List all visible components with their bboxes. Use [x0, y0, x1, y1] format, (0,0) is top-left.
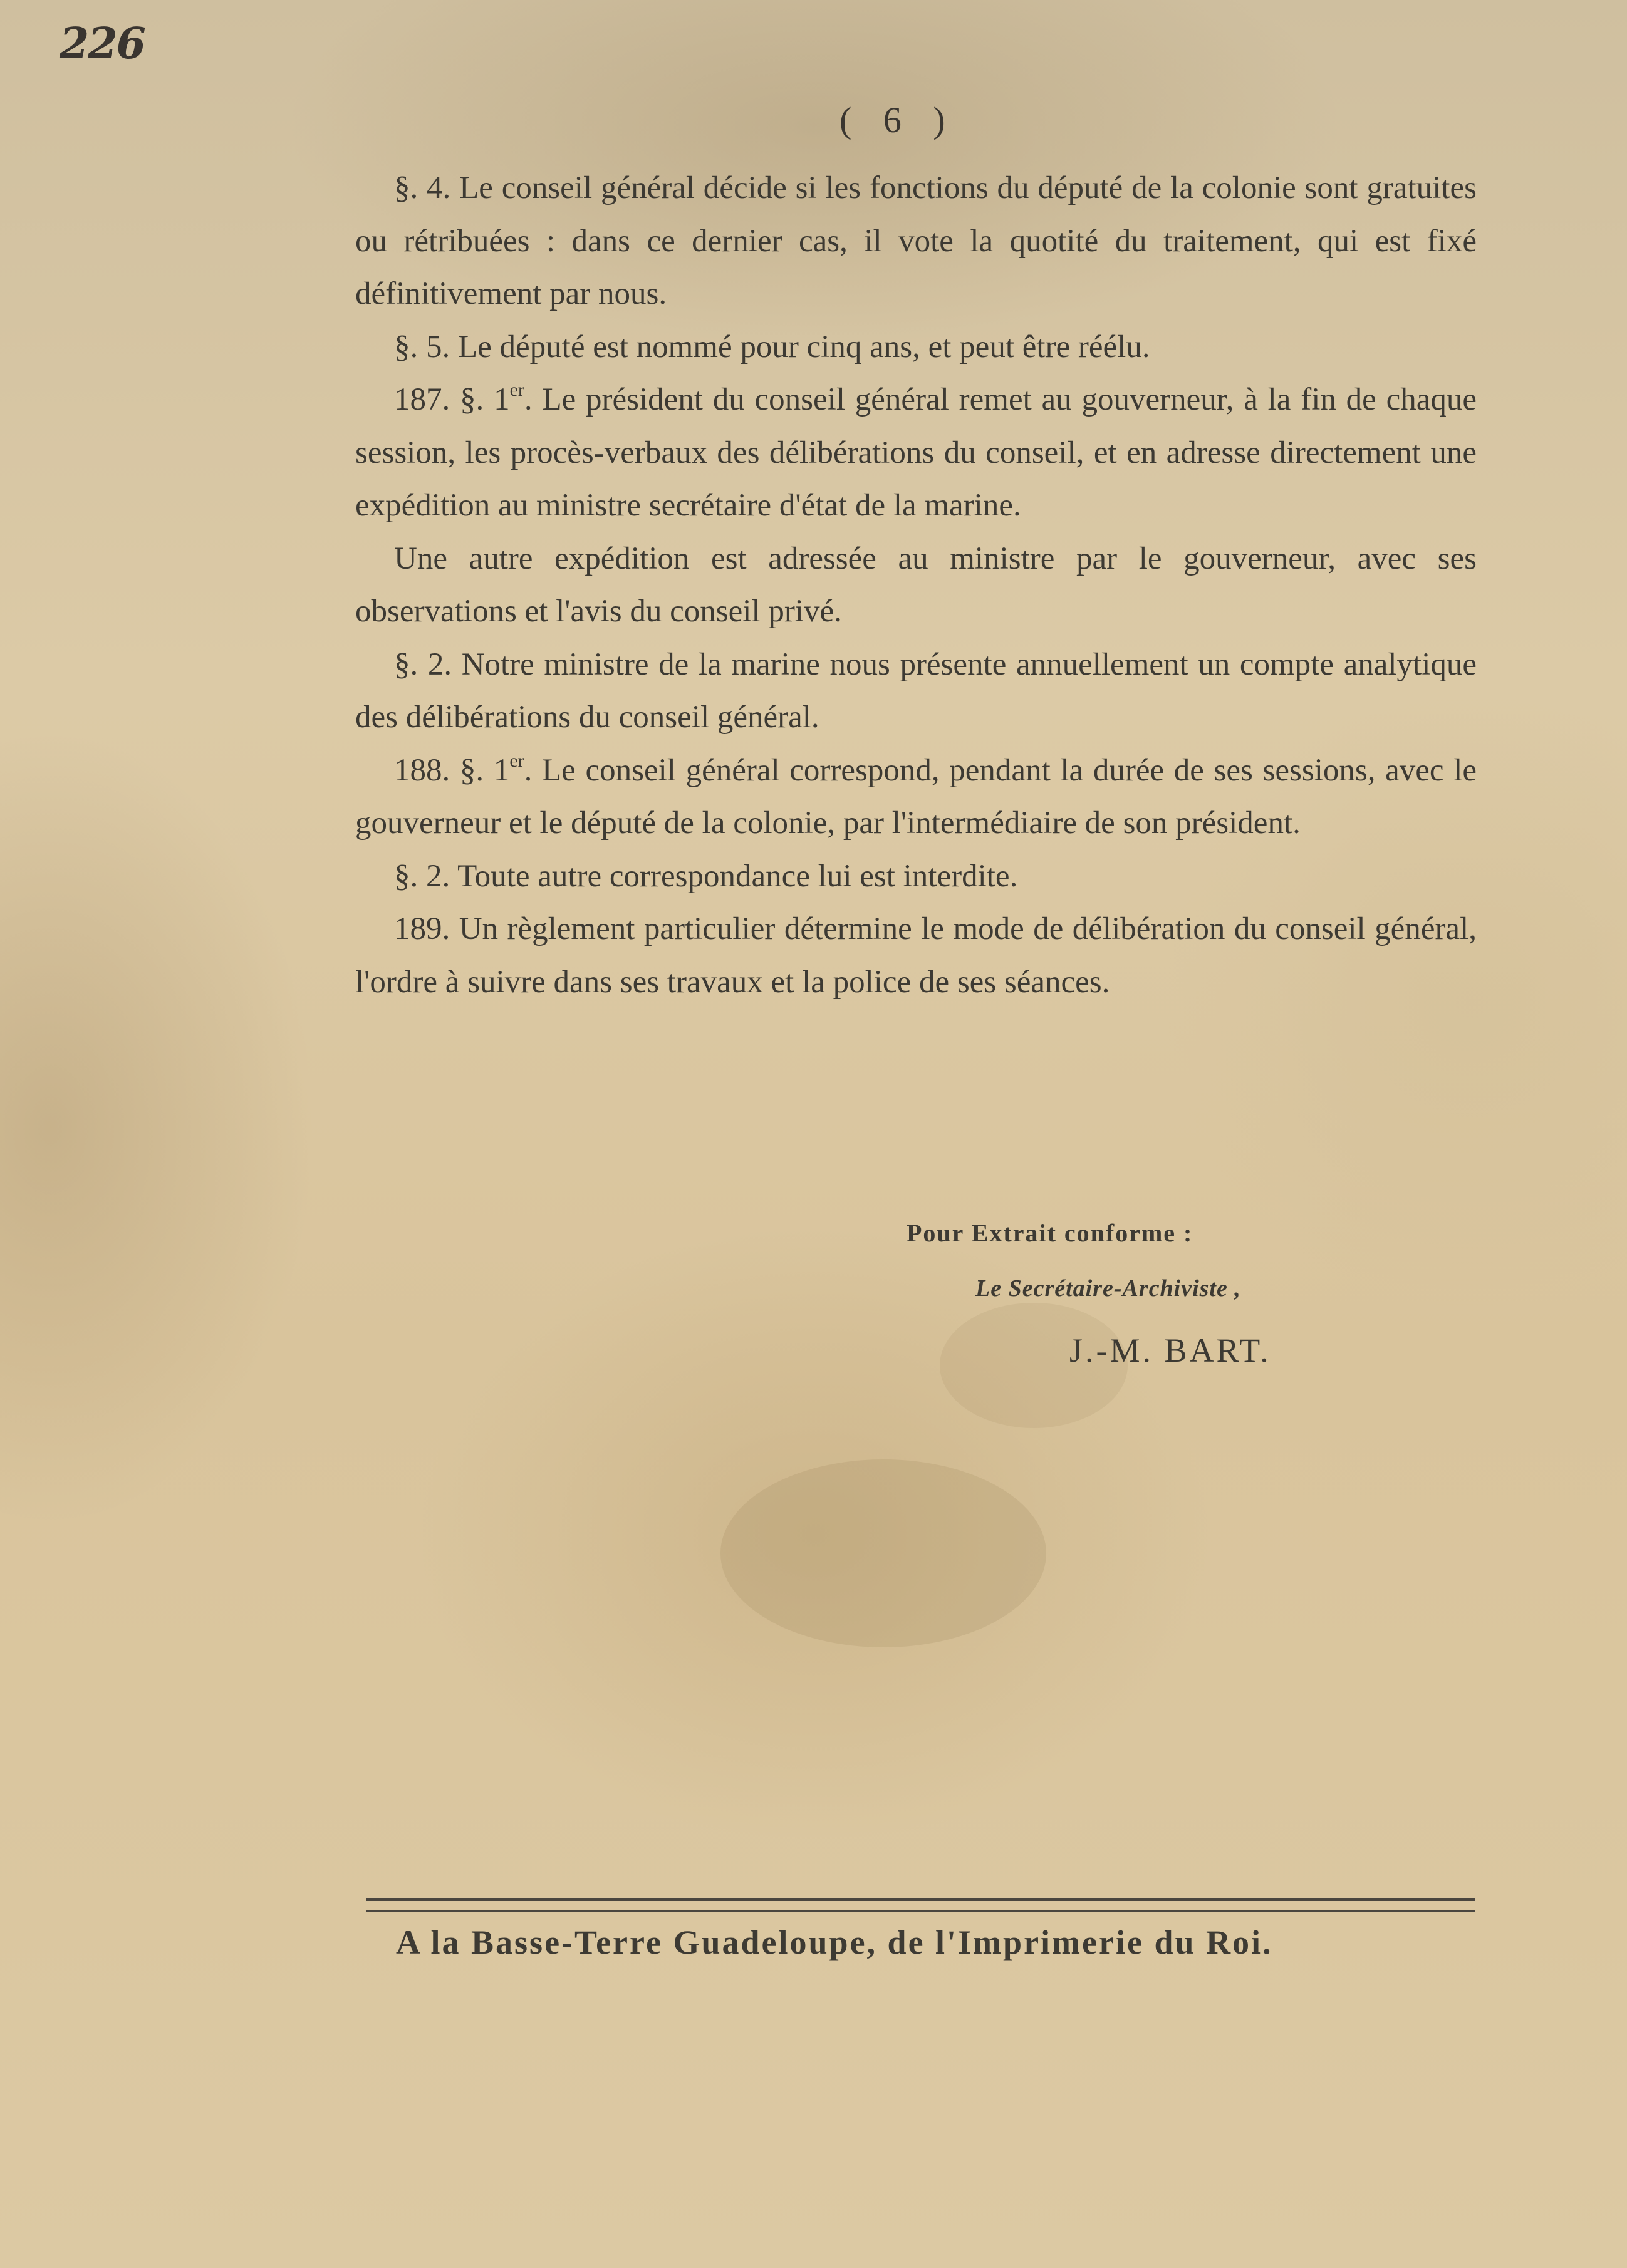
article-188-ordinal: er [509, 750, 524, 771]
paragraph-article-187-1 [355, 373, 1477, 532]
paragraph-article-187-expedition: Une autre expédition est adressée au ministre par le gouverneur, avec ses observations et l'avis du conseil privé. [355, 541, 1477, 629]
article-187-number: 187. §. 1 [394, 382, 510, 417]
signature-title: Le Secrétaire-Archiviste , [975, 1275, 1241, 1302]
page-number: ( 6 ) [839, 100, 957, 140]
article-188-number: 188. §. 1 [394, 752, 510, 788]
signature-extract-line: Pour Extrait conforme : [907, 1219, 1193, 1247]
signature-name: J.-M. BART. [1069, 1332, 1271, 1369]
paragraph-article-189: 189. Un règlement particulier détermine le mode de délibération du conseil général, l'ordre à suivre dans ses travaux et la police de ses séances. [355, 911, 1477, 1000]
paper-stain [720, 1459, 1046, 1647]
printer-imprint: A la Basse-Terre Guadeloupe, de l'Imprimerie du Roi. [396, 1924, 1273, 1961]
article-188-text: . Le conseil général correspond, pendant la durée de ses sessions, avec le gouverneur et le député de la colonie, par l'intermédiaire de son président. [355, 752, 1477, 841]
paragraph-article-188-1 [355, 744, 1477, 850]
article-187-ordinal: er [509, 380, 524, 400]
paragraph-article-188-2: §. 2. Toute autre correspondance lui est interdite. [394, 858, 1018, 894]
paragraph-article-186-4: §. 4. Le conseil général décide si les fonctions du député de la colonie sont gratuites ou rétribuées : dans ce dernier cas, il vote la quotité du traitement, qui est fixé définitivement par nous. [355, 170, 1477, 311]
paragraph-article-186-5: §. 5. Le député est nommé pour cinq ans, et peut être réélu. [394, 329, 1150, 365]
folio-mark: 226 [60, 19, 145, 69]
footer-rule [366, 1898, 1475, 1912]
body-text [355, 162, 1477, 1008]
paragraph-article-187-2: §. 2. Notre ministre de la marine nous présente annuellement un compte analytique des délibérations du conseil général. [355, 646, 1477, 735]
article-187-text: . Le président du conseil général remet au gouverneur, à la fin de chaque session, les procès-verbaux des délibérations du conseil, et en adresse directement une expédition au ministre secrétaire d'état de la marine. [355, 382, 1477, 523]
